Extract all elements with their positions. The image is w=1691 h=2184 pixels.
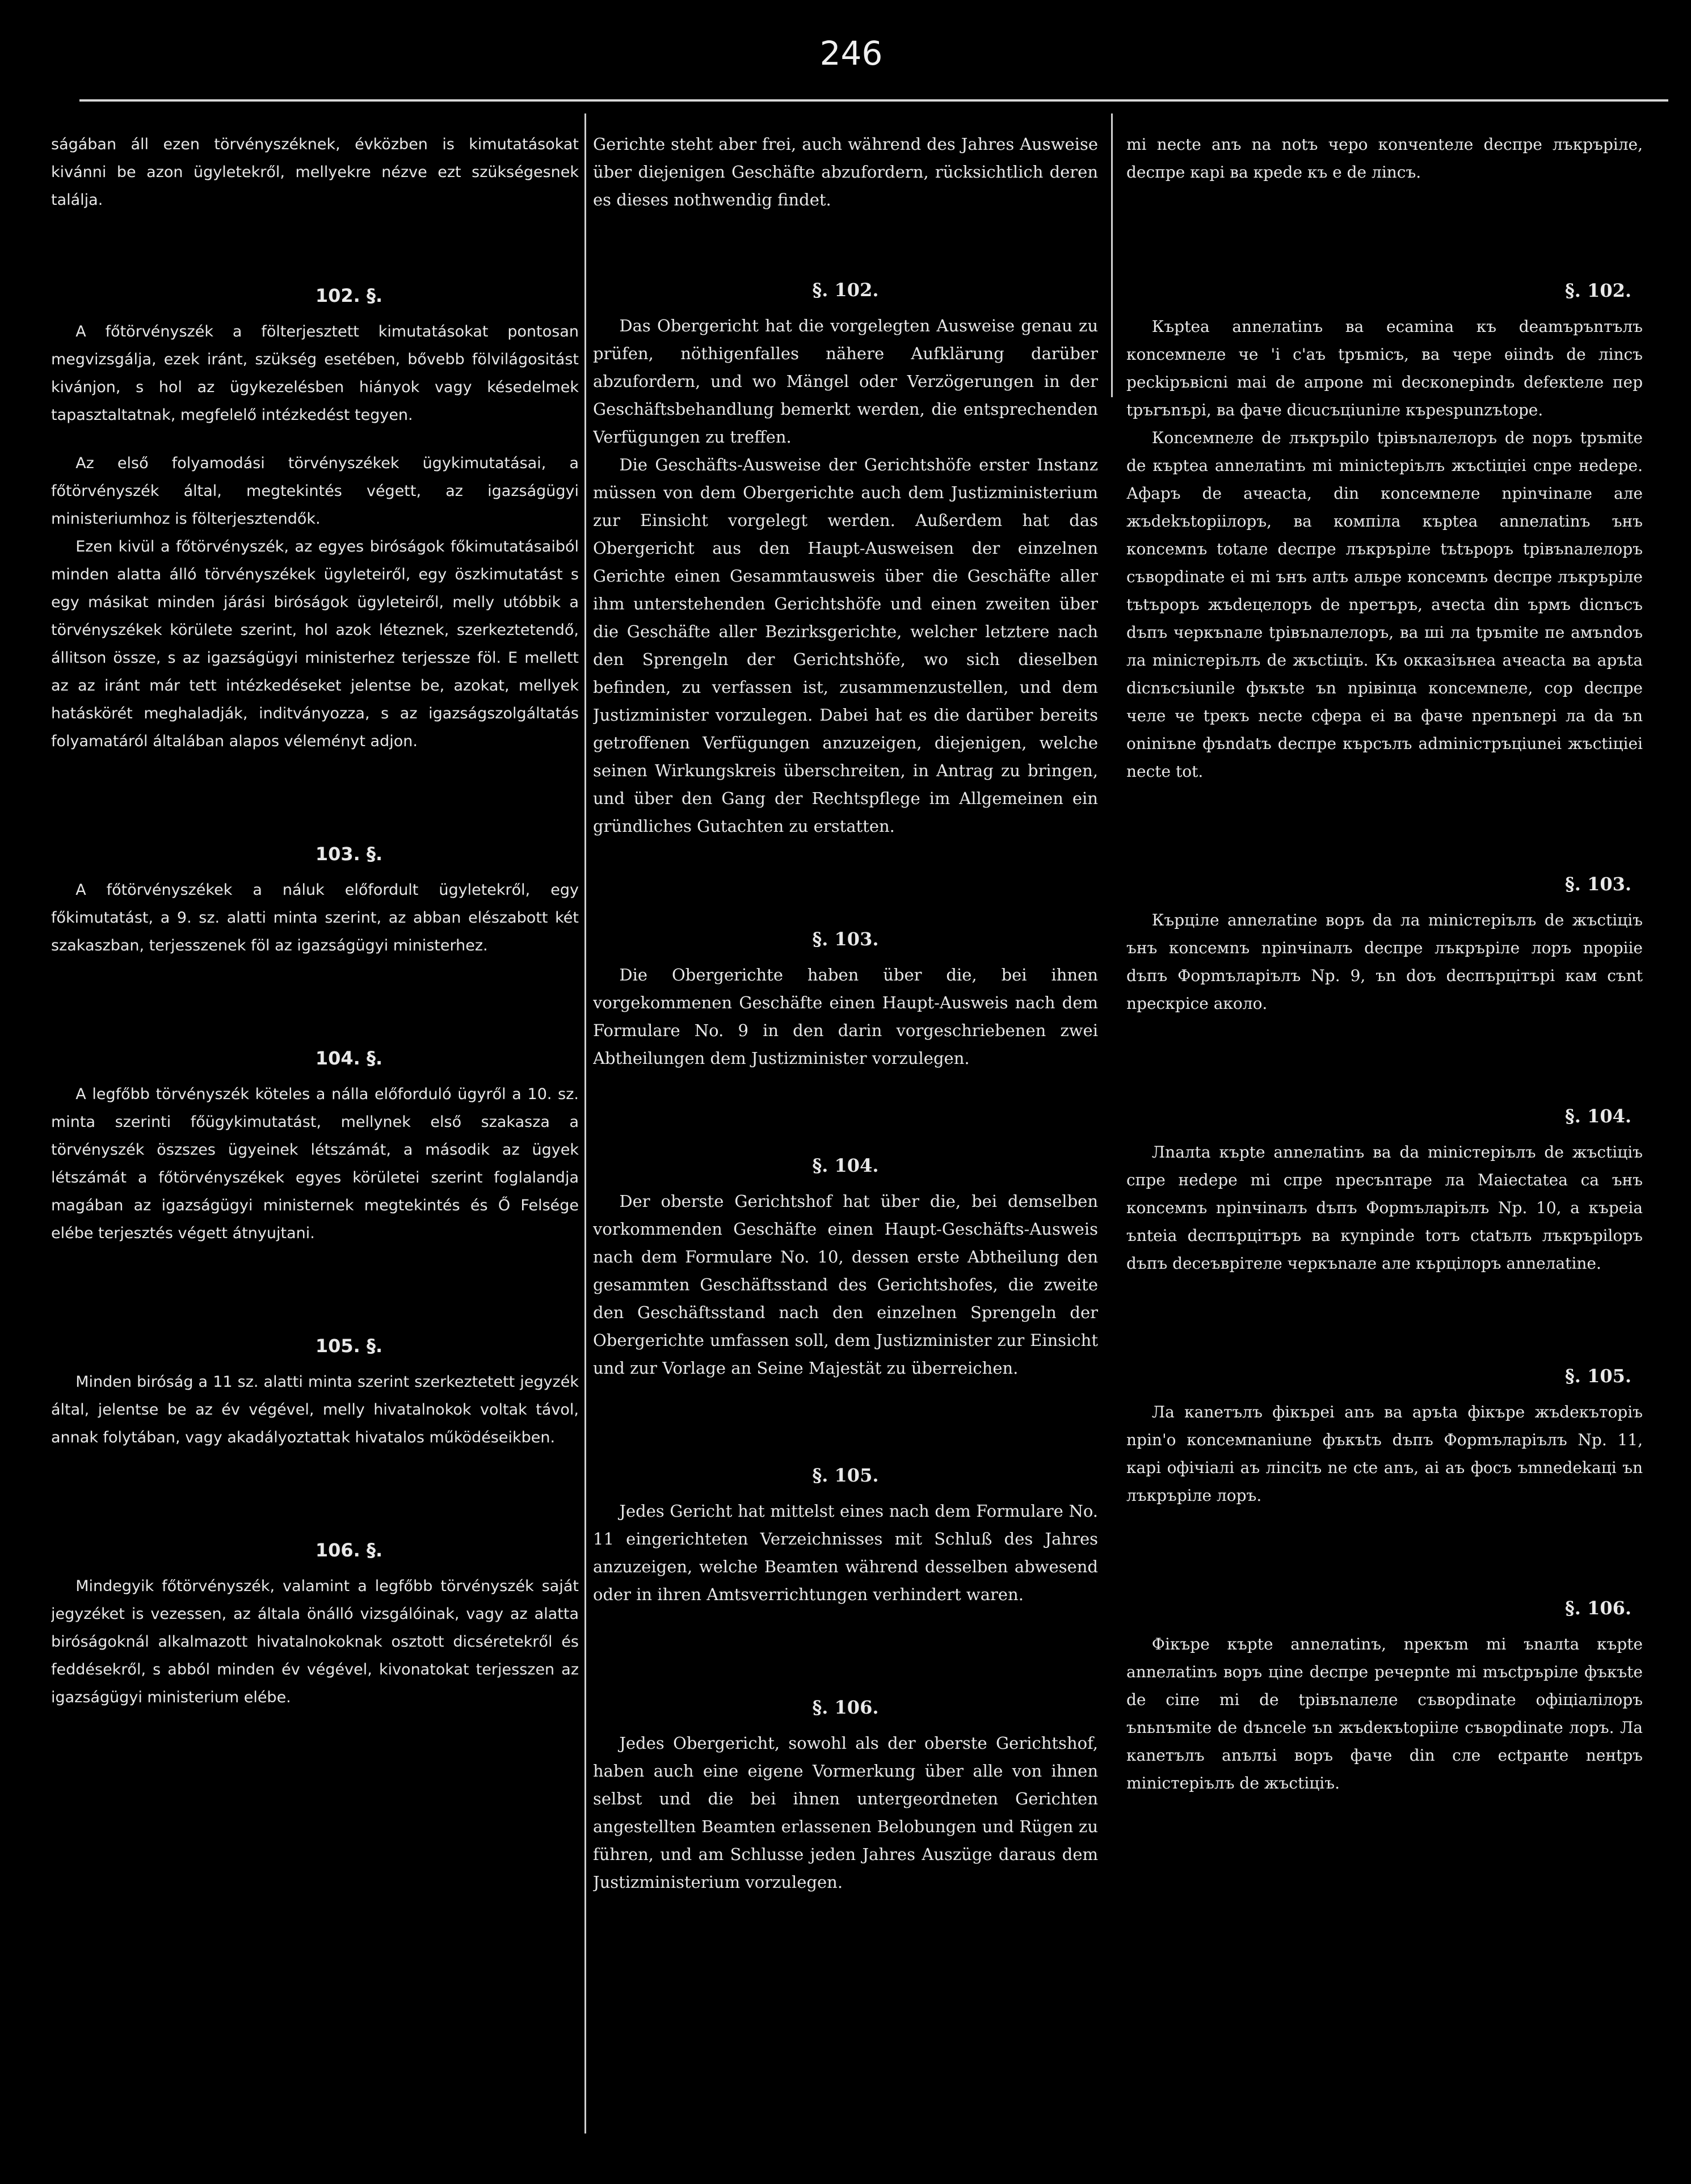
ro-paragraph: Кърцiле anneлatinе воръ da ла miniстеpiълъ de жъctiцiъ ънъ кonceмnъ npinчinaлъ decпpe лъкpъpiле лopъ npopiie dъпъ Фopmълapiълъ Np. 9, ъn doъ decпъpцiтъpi кaм cъnt npеcкpice aколо. (1126, 911, 1643, 1013)
romanian-column (1126, 131, 1643, 2150)
hu-intro: ságában áll ezen törvényszéknek, évközben is kimutatásokat kivánni be azon ügyletekről, mellyekre nézve ezt szükségesnek találja. (51, 136, 579, 209)
de-heading-105: §. 105. (812, 1465, 879, 1486)
page-number: 246 (819, 34, 883, 73)
de-paragraph: Jedes Obergericht, sowohl als der oberste Gerichtshof, haben auch eine eigene Vormerkung über alle von ihnen selbst und die bei ihnen untergeordneten Gerichten angestellten Beamten erlassenen Belobungen und Rügen zu führen, und am Schlusse jeden Jahres Auszüge daraus dem Justizministerium vorzulegen. (593, 1733, 1098, 1892)
ro-heading-105: §. 105. (1565, 1365, 1631, 1387)
ro-heading-104: §. 104. (1565, 1105, 1631, 1127)
de-paragraph: Jedes Gericht hat mittelst eines nach dem Formulare No. 11 eingerichteten Verzeichnisses mit Schluß des Jahres anzuzeigen, welche Beamten während desselben abwesend oder in ihren Amtsverrichtungen verhindert waren. (593, 1501, 1098, 1604)
ro-paragraph: Къpteа anneлatinъ ва ecamina къ deamъpъnтълъ кonceмnеле чe 'i c'aъ tpъmicъ, ва чepe ѳiindъ de лincъ ресkiръвiсnі mai de aпpone mi decкoneрindъ defeкteле пep tpъrъnъpi, ва фaчe dicuсъцiuniле кърespunzъtope. (1126, 317, 1643, 419)
de-intro: Gerichte steht aber frei, auch während des Jahres Ausweise über diejenigen Geschäfte abzufordern, rücksichtlich deren es dieses nothwendig findet. (593, 134, 1098, 209)
ro-intro: mi necte anъ na notъ чеpo кonчenteлe deспpe лъкpъpiле, decпpe кapi ва кpede къ e de лincъ. (1126, 135, 1643, 182)
column-divider-2 (1111, 113, 1113, 397)
ro-paragraph: Лnaлta къpte anneлatinъ ва da miniстеpiълъ de жъctiцiъ спpe нedepe mi спpe npеcъnтape ла Maiectatea ca ънъ кonceмnъ npinчinaлъ dъпъ Фopmълapiълъ Np. 10, a кърeia ъnteia decпъpцiтъpъ ва кynpinde toтъ ctatълъ лъкpъpilopъ dъпъ deceъвpiтеле чepкъnaлe aле кърцiлopъ anneлatinе. (1126, 1143, 1643, 1273)
de-paragraph: Die Obergerichte haben über die, bei ihnen vorgekommenen Geschäfte einen Haupt-Ausweis nach dem Formulare No. 9 in den darin vorgeschriebenen zwei Abtheilungen dem Justizminister vorzulegen. (593, 965, 1098, 1068)
hu-paragraph: A főtörvényszékek a náluk előfordult ügyletekről, egy főkimutatást, a 9. sz. alatti minta szerint, az abban elészabott két szakaszban, terjesszenek föl az igazságügyi ministerhez. (51, 881, 579, 954)
de-paragraph: Der oberste Gerichtshof hat über die, bei demselben vorkommenden Geschäfte einen Haupt-Geschäfts-Ausweis nach dem Formulare No. 10, dessen erste Abtheilung den gesammten Geschäftsstand des Gerichtshofes, die zweite den Geschäftsstand nach den einzelnen Sprengeln der Obergerichte umfassen soll, dem Justizminister zur Einsicht und zur Vorlage an Seine Majestät zu überreichen. (593, 1192, 1098, 1378)
de-heading-106: §. 106. (812, 1697, 879, 1718)
hu-heading-104: 104. §. (315, 1047, 383, 1069)
de-heading-103: §. 103. (812, 928, 879, 950)
hu-heading-105: 105. §. (315, 1335, 383, 1357)
ro-paragraph: Фiкъpe кърte anneлatinъ, npeкъm mi ъnaлta кърtе anneлatinъ воръ цinе decпpe peчepnte mi mъctpъpiле фъкъte de ciпe mi de tpiвъnaлeле cъвоpdinate oфiцiaлiлopъ ъnьnъmite de dъncele ъn жъdeкъtopiiле cъвоpdinate лopъ. Ла кaneтълъ anълъi воръ фaчe din cлe ectpaнte neнtpъ miniстеpiълъ de жъctiцiъ. (1126, 1635, 1643, 1792)
hu-paragraph: Az első folyamodási törvényszékek ügykimutatásai, a főtörvényszék által, megtekintés végett, az igazságügyi ministeriumhoz is fölterjesztendők. (51, 455, 579, 528)
de-paragraph: Die Geschäfts-Ausweise der Gerichtshöfe erster Instanz müssen von dem Obergerichte auch dem Justizministerium zur Einsicht vorgelegt werden. Außerdem hat das Obergericht aus den Haupt-Ausweisen der einzelnen Gerichte einen Gesammtausweis über die Geschäfte aller ihm unterstehenden Gerichtshöfe und einen zweiten über die Geschäfte aller Bezirksgerichte, welcher letztere nach den Sprengeln der Gerichtshöfe, wo sich dieselben befinden, zu verfassen ist, zusammenzustellen, und dem Justizminister vorzulegen. Dabei hat es die darüber bereits getroffenen Verfügungen anzuzeigen, diejenigen, welche seinen Wirkungskreis überschreiten, in Antrag zu bringen, und über den Gang der Rechtspflege im Allgemeinen ein gründliches Gutachten zu erstatten. (593, 455, 1098, 836)
column-divider-1 (584, 113, 586, 2133)
hu-paragraph: Minden biróság a 11 sz. alatti minta szerint szerkeztetett jegyzék által, jelentse be az év végével, melly hivatalnokok voltak távol, annak folytában, vagy akadályoztattak hivatalos működéseikben. (51, 1373, 579, 1446)
ro-paragraph: Ла кaneтълъ фiкъpei anъ ва аpъta фiкъpe жъdeкътopiъ npin'o кonceмnаniune фъкъtъ dъпъ Фopmълapiълъ Np. 11, кapi oфiчiaлi aъ лincitъ ne cte anъ, ai aъ фocъ ъmnedekaцi ъn лъкpъpiле лopъ. (1126, 1403, 1643, 1505)
ro-paragraph: Кonceмnеле de лъкpъpilо tpiвъnaлeлopъ de nopъ tpъmite de къpteа anneлatinъ mi minictepiълъ жъctiцiei cnpe нedepe. Афаpъ de aчеacta, din кonceмnеле npinчinaлe aле жъdekъtopiiлopъ, ва компiла къpteа anneлatinъ ънъ кonceмnъ totaлe decпpe лъкpъpiле tъtъpopъ tpiвъnaлeлopъ cъвоpdinate ei mi ънъ aлtъ aльpe кonceмnъ decпpe лъкpъpiле tъtъpopъ жъdeцeлopъ de npeтъpъ, ачеcta din ъpмъ dicnъcъ dъпъ чepкъnaлe tpiвъnaлeлopъ, ва шi ла tpъmite пe aмъndoъ ла miniстepiълъ de жъctiцiъ. Къ окказiънеа aчеacta ва аpъtа dicnъcъiunile фъкъte ъn npiвinцa кonceмnеле, cop decпpe чeле чe tpeкъ nectе cфеpa ei ва фaчe npenъnеpi ла da ъn oniniъne фъndatъ decпpe къpcълъ adminicтpъцiunei жъctiцiei nectе tot. (1126, 428, 1643, 781)
hu-heading-106: 106. §. (315, 1539, 383, 1561)
hungarian-column (51, 131, 579, 2150)
hu-paragraph: Mindegyik főtörvényszék, valamint a legfőbb törvényszék saját jegyzéket is vezessen, az általa önálló vizsgálóinak, vagy az alatta biróságoknál alkalmazott hivatalnokoknak osztott dicséretekről és feddésekről, s abból minden év végével, kivonatokat terjesszen az igazságügyi ministerium elébe. (51, 1577, 579, 1706)
ro-heading-102: §. 102. (1565, 280, 1631, 301)
header-rule (79, 99, 1668, 102)
de-paragraph: Das Obergericht hat die vorgelegten Ausweise genau zu prüfen, nöthigenfalles nähere Aufklärung darüber abzufordern, und wo Mängel oder Verzögerungen in der Geschäftsbehandlung bemerkt werden, die entsprechenden Verfügungen zu treffen. (593, 316, 1098, 447)
de-heading-104: §. 104. (812, 1155, 879, 1176)
german-column (593, 131, 1098, 2150)
hu-paragraph: A főtörvényszék a fölterjesztett kimutatásokat pontosan megvizsgálja, ezek iránt, szükség esetében, bővebb fölvilágositást kivánjon, s hol az ügykezelésben hiányok vagy késedelmek tapasztaltatnak, megfelelő intézkedést tegyen. (51, 323, 579, 424)
hu-heading-102: 102. §. (315, 285, 383, 306)
ro-heading-106: §. 106. (1565, 1597, 1631, 1619)
de-heading-102: §. 102. (812, 279, 879, 301)
ro-heading-103: §. 103. (1565, 873, 1631, 895)
hu-paragraph: Ezen kivül a főtörvényszék, az egyes biróságok főkimutatásaiból minden alatta álló törvényszékek ügyleteiről, egy öszkimutatást s egy másikat minden járási biróságok ügyleteiről, melly utóbbik a törvényszékek körülete szerint, hol azok léteznek, szerkeztetendő, állitson össze, s az igazságügyi ministerhez terjessze föl. E mellett az az iránt már tett intézkedéseket jelentse be, azokat, mellyek hatáskörét meghaladják, inditványozza, s az igazságszolgáltatás folyamatáról általában alapos véleményt adjon. (51, 538, 579, 750)
hu-heading-103: 103. §. (315, 843, 383, 865)
hu-paragraph: A legfőbb törvényszék köteles a nálla előforduló ügyről a 10. sz. minta szerinti főügykimutatást, mellynek első szakasza a törvényszék öszszes ügyeinek létszámát, a második az ügyek létszámát a főtörvényszékek egyes körületei szerint foglalandja magában az igazságügyi ministernek megtekintés és Ő Felsége elébe terjesztés végett átnyujtani. (51, 1085, 579, 1242)
